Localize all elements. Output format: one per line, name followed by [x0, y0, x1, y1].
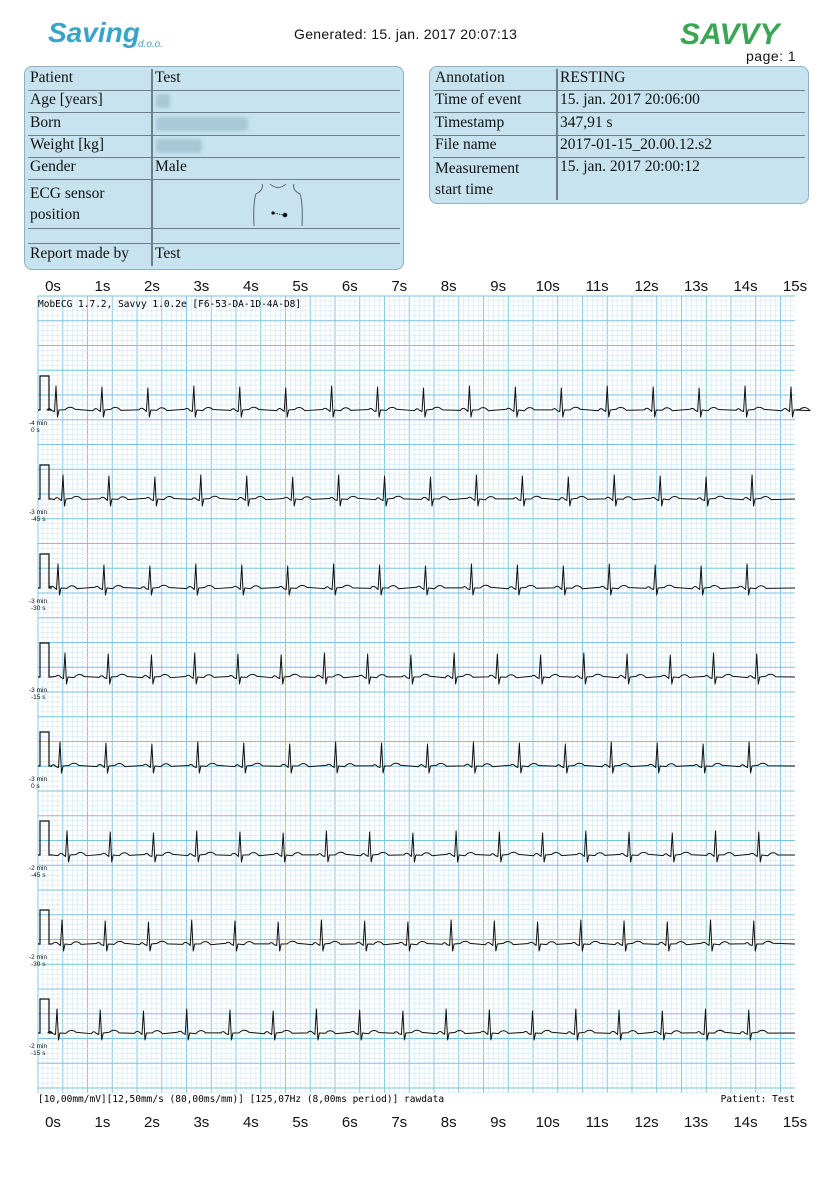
bottom-time-label: 14s	[733, 1114, 758, 1131]
top-time-label: 0s	[45, 278, 61, 295]
bottom-time-label: 1s	[94, 1114, 111, 1131]
top-time-label: 2s	[144, 278, 160, 295]
timestamp-label: Timestamp	[435, 114, 505, 131]
ecg-trace	[52, 475, 795, 506]
ecg-trace	[52, 653, 795, 684]
top-time-label: 1s	[94, 278, 111, 295]
top-time-label: 10s	[535, 278, 560, 295]
generated-timestamp: Generated: 15. jan. 2017 20:07:13	[294, 26, 518, 42]
bottom-time-label: 11s	[585, 1114, 609, 1131]
weight-label: Weight [kg]	[30, 136, 105, 153]
top-time-label: 8s	[440, 278, 457, 295]
time-of-event-label: Time of event	[435, 91, 522, 108]
top-time-label: 11s	[585, 278, 609, 295]
bottom-time-label: 3s	[193, 1114, 210, 1131]
strip-offset-sec: -45 s	[31, 516, 46, 523]
measurement-start-value: 15. jan. 2017 20:00:12	[560, 158, 700, 175]
sensor-position-label: ECG sensor position	[30, 185, 105, 223]
strip-offset-sec: -15 s	[31, 694, 46, 701]
patient-value: Test	[155, 69, 181, 86]
saving-logo-text: Saving	[48, 17, 140, 48]
strip-offset-sec: -30 s	[31, 961, 46, 968]
time-of-event-value: 15. jan. 2017 20:06:00	[560, 91, 700, 108]
file-name-value: 2017-01-15_20.00.12.s2	[560, 136, 712, 153]
bottom-time-label: 15s	[782, 1114, 808, 1131]
ecg-grid	[38, 296, 795, 1093]
bottom-time-label: 5s	[292, 1114, 309, 1131]
measurement-start-label: Measurement start time	[435, 160, 520, 198]
report-made-by-value: Test	[155, 245, 181, 262]
born-label: Born	[30, 114, 61, 131]
timestamp-value: 347,91 s	[560, 114, 613, 131]
bottom-time-label: 8s	[440, 1114, 457, 1131]
acquisition-settings: [10,00mm/mV][12,50mm/s (80,00ms/mm)] [125,07Hz (8,00ms period)] rawdata	[38, 1094, 445, 1105]
bottom-time-label: 7s	[391, 1114, 408, 1131]
top-time-label: 7s	[391, 278, 408, 295]
bottom-time-label: 2s	[144, 1114, 160, 1131]
bottom-time-label: 12s	[634, 1114, 659, 1131]
strip-offset-min: -3 min	[29, 776, 48, 783]
strip-offset-min: -4 min	[29, 420, 48, 427]
age-label: Age [years]	[30, 91, 103, 108]
bottom-time-label: 10s	[535, 1114, 560, 1131]
saving-logo-suffix: d.o.o.	[138, 39, 164, 50]
file-name-label: File name	[435, 136, 497, 153]
patient-label: Patient	[30, 69, 74, 86]
top-time-label: 14s	[733, 278, 758, 295]
annotation-value: RESTING	[560, 69, 626, 86]
calibration-pulse	[38, 732, 52, 766]
strip-offset-sec: -30 s	[31, 605, 46, 612]
strip-offset-min: -3 min	[29, 687, 48, 694]
calibration-pulse	[38, 821, 52, 855]
page-number: page: 1	[746, 48, 797, 64]
strip-offset-min: -2 min	[29, 865, 48, 872]
bottom-time-label: 0s	[45, 1114, 61, 1131]
strip-offset-min: -3 min	[29, 598, 48, 605]
gender-value: Male	[155, 158, 187, 175]
strip-offset-sec: 0 s	[31, 783, 40, 790]
bottom-time-label: 9s	[490, 1114, 507, 1131]
patient-footer: Patient: Test	[720, 1094, 795, 1105]
annotation-label: Annotation	[435, 69, 505, 86]
top-time-label: 12s	[634, 278, 659, 295]
bottom-time-label: 13s	[683, 1114, 709, 1131]
bottom-time-label: 4s	[242, 1114, 259, 1131]
top-time-label: 3s	[193, 278, 210, 295]
strip-offset-min: -2 min	[29, 1043, 48, 1050]
top-time-label: 6s	[341, 278, 358, 295]
strip-offset-min: -3 min	[29, 509, 48, 516]
strip-offset-sec: -45 s	[31, 872, 46, 879]
top-time-label: 13s	[683, 278, 709, 295]
top-time-label: 5s	[292, 278, 309, 295]
top-time-label: 15s	[782, 278, 808, 295]
top-time-label: 9s	[490, 278, 507, 295]
savvy-logo-text: SAVVY	[680, 18, 780, 51]
top-time-axis	[45, 278, 807, 295]
software-info: MobECG 1.7.2, Savvy 1.0.2e [F6-53-DA-1D-4A-D8]	[38, 299, 302, 310]
report-made-by-label: Report made by	[30, 245, 130, 262]
top-time-label: 4s	[242, 278, 259, 295]
strip-offset-sec: 0 s	[31, 427, 40, 434]
bottom-time-axis	[45, 1114, 807, 1131]
gender-label: Gender	[30, 158, 76, 175]
bottom-time-label: 6s	[341, 1114, 358, 1131]
strip-offset-sec: -15 s	[31, 1050, 46, 1057]
strip-offset-min: -2 min	[29, 954, 48, 961]
